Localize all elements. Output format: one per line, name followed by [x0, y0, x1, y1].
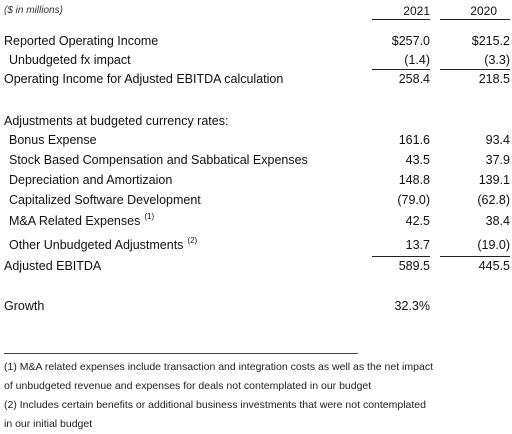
- row-label: M&A Related Expenses: [9, 214, 141, 228]
- value-2021: $257.0: [391, 34, 430, 48]
- row-label-with-footnote: [9, 238, 197, 252]
- value-2021: 148.8: [398, 173, 430, 187]
- row-label: Depreciation and Amortizaion: [9, 173, 173, 187]
- table-row: [0, 34, 512, 54]
- value-2021: 161.6: [398, 133, 430, 147]
- value-2021: 43.5: [405, 153, 430, 167]
- row-label: Operating Income for Adjusted EBITDA calculation: [4, 72, 284, 86]
- row-label: Reported Operating Income: [4, 34, 159, 48]
- value-2020: (62.8): [477, 193, 510, 207]
- row-label: Adjusted EBITDA: [4, 259, 102, 273]
- table-row: [0, 53, 512, 73]
- row-label: Unbudgeted fx impact: [9, 53, 131, 67]
- subtotal-rule-2021: [372, 256, 430, 257]
- year-2021-header: 2021: [403, 4, 430, 18]
- value-2020: 93.4: [485, 133, 510, 147]
- value-2020: 445.5: [478, 259, 510, 273]
- footnote-1-line-1: (1) M&A related expenses include transaction and integration costs as well as the net impact: [4, 361, 433, 373]
- value-2021: (1.4): [404, 53, 430, 67]
- value-2021: 13.7: [405, 238, 430, 252]
- table-row: [0, 259, 512, 279]
- section-heading-row: [0, 114, 512, 134]
- footnote-marker: (1): [144, 212, 155, 221]
- footnote-2-line-1: (2) Includes certain benefits or additional business investments that were not contemplated: [4, 399, 426, 411]
- value-2021: 589.5: [398, 259, 430, 273]
- footnote-divider: [4, 353, 358, 354]
- value-2021: 42.5: [405, 214, 430, 228]
- value-2020: 38.4: [485, 214, 510, 228]
- value-2021: 258.4: [398, 72, 430, 86]
- value-2020: 218.5: [478, 72, 510, 86]
- value-2020: (19.0): [477, 238, 510, 252]
- footnote-1-line-2: of unbudgeted revenue and expenses for deals not contemplated in our budget: [4, 380, 372, 392]
- value-2020: (3.3): [484, 53, 510, 67]
- year-2021-underline: [372, 19, 430, 20]
- value-2021: (79.0): [397, 193, 430, 207]
- subtotal-rule-2020: [440, 69, 510, 70]
- value-2020: 37.9: [485, 153, 510, 167]
- row-label-with-footnote: [9, 214, 154, 228]
- value-2021: 32.3%: [394, 299, 430, 313]
- table-row: [0, 133, 512, 153]
- table-row: [0, 72, 512, 92]
- row-label: Other Unbudgeted Adjustments: [9, 238, 184, 252]
- units-note: ($ in millions): [4, 5, 63, 16]
- section-heading: Adjustments at budgeted currency rates:: [4, 114, 229, 128]
- subtotal-rule-2020: [440, 256, 510, 257]
- table-row: [0, 299, 512, 319]
- row-label: Bonus Expense: [9, 133, 97, 147]
- table-row: [0, 214, 512, 234]
- row-label: Growth: [4, 299, 45, 313]
- value-2020: $215.2: [471, 34, 510, 48]
- subtotal-rule-2021: [372, 69, 430, 70]
- year-2020-header: 2020: [470, 4, 497, 18]
- value-2020: 139.1: [478, 173, 510, 187]
- year-2020-underline: [440, 19, 510, 20]
- footnote-2-line-2: in our initial budget: [4, 418, 93, 430]
- footnote-marker: (2): [187, 236, 198, 245]
- row-label: Stock Based Compensation and Sabbatical Expenses: [9, 153, 308, 167]
- row-label: Capitalized Software Development: [9, 193, 201, 207]
- table-row: [0, 193, 512, 213]
- table-row: [0, 173, 512, 193]
- table-row: [0, 238, 512, 258]
- table-row: [0, 153, 512, 173]
